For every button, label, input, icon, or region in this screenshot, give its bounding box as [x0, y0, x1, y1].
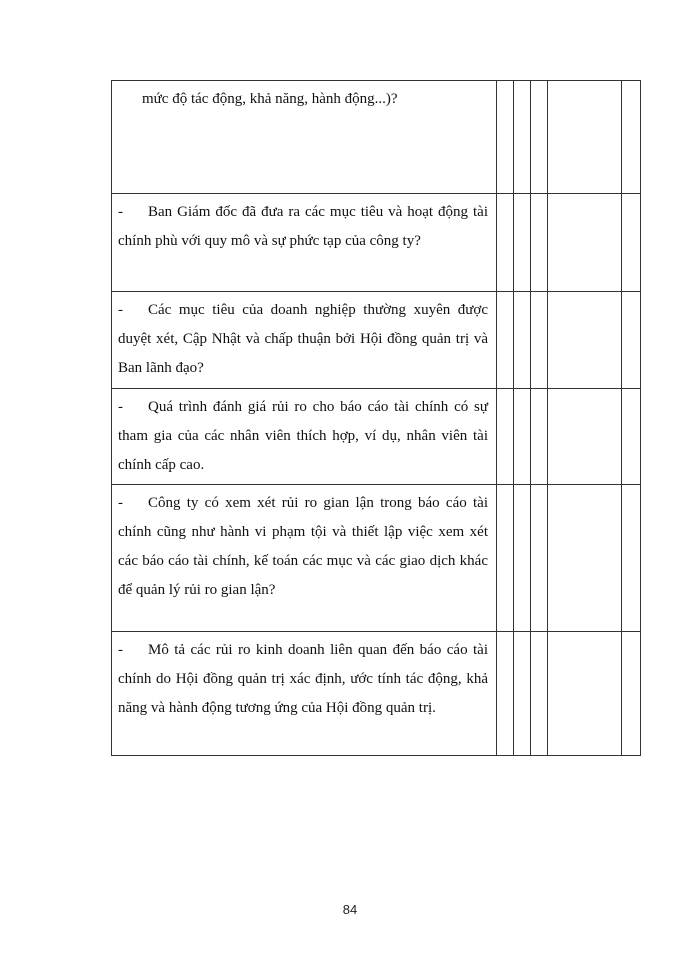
table-row: [112, 485, 641, 632]
table-row: [112, 389, 641, 485]
check-cell: [514, 485, 531, 632]
check-cell: [514, 632, 531, 756]
check-cell: [531, 292, 548, 389]
check-cell: [622, 194, 641, 292]
check-cell: [622, 292, 641, 389]
table-row: [112, 81, 641, 194]
check-cell: [622, 81, 641, 194]
check-cell: [497, 81, 514, 194]
bullet: -: [118, 204, 123, 220]
question-text: Công ty có xem xét rủi ro gian lận trong báo cáo tài chính cũng như hành vi phạm tội và thiết lập việc xem xét các báo cáo tài chính, kế toán các mục và các giao dịch khác để quản lý rủi ro gian lận?: [118, 495, 488, 598]
check-cell: [514, 194, 531, 292]
check-cell: [531, 632, 548, 756]
check-cell: [622, 389, 641, 485]
check-cell: [497, 292, 514, 389]
check-cell: [531, 485, 548, 632]
check-cell: [548, 194, 622, 292]
check-cell: [531, 389, 548, 485]
check-cell: [531, 81, 548, 194]
check-cell: [497, 194, 514, 292]
check-cell: [514, 389, 531, 485]
question-text: Quá trình đánh giá rủi ro cho báo cáo tài chính có sự tham gia của các nhân viên thích hợp, ví dụ, nhân viên tài chính cấp cao.: [118, 399, 488, 473]
check-cell: [548, 81, 622, 194]
bullet: -: [118, 399, 123, 415]
check-cell: [531, 194, 548, 292]
check-cell: [497, 389, 514, 485]
check-cell: [548, 632, 622, 756]
check-cell: [622, 485, 641, 632]
table-row: [112, 632, 641, 756]
checklist-table: [111, 80, 641, 756]
check-cell: [548, 389, 622, 485]
bullet: -: [118, 302, 123, 318]
check-cell: [622, 632, 641, 756]
question-text: Ban Giám đốc đã đưa ra các mục tiêu và hoạt động tài chính phù với quy mô và sự phức tạp của công ty?: [118, 204, 488, 249]
check-cell: [497, 632, 514, 756]
question-text: Các mục tiêu của doanh nghiệp thường xuyên được duyệt xét, Cập Nhật và chấp thuận bởi Hội đồng quản trị và Ban lãnh đạo?: [118, 302, 488, 376]
check-cell: [514, 292, 531, 389]
check-cell: [497, 485, 514, 632]
table-row: [112, 292, 641, 389]
bullet: -: [118, 495, 123, 511]
check-cell: [548, 292, 622, 389]
question-text: mức độ tác động, khả năng, hành động...)?: [142, 91, 398, 107]
bullet: -: [118, 642, 123, 658]
check-cell: [548, 485, 622, 632]
check-cell: [514, 81, 531, 194]
table-row: [112, 194, 641, 292]
question-text: Mô tả các rủi ro kinh doanh liên quan đến báo cáo tài chính do Hội đồng quản trị xác định, ước tính tác động, khả năng và hành động tương ứng của Hội đồng quản trị.: [118, 642, 488, 716]
page-number: 84: [342, 902, 358, 917]
